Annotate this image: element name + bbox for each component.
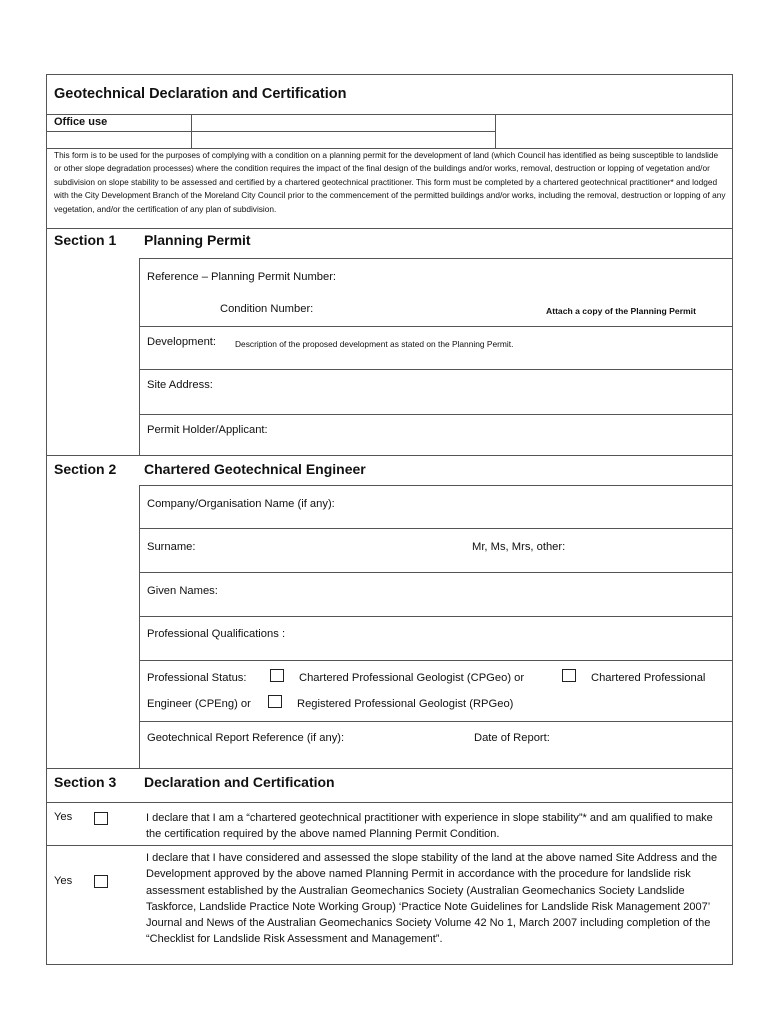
office-use-field-1[interactable] bbox=[192, 115, 494, 131]
cpgeo-checkbox[interactable] bbox=[270, 669, 284, 682]
section-number: Section 1 bbox=[54, 232, 117, 248]
surname-label: Surname: bbox=[147, 541, 196, 553]
qualifications-label: Professional Qualifications : bbox=[147, 628, 286, 640]
development-field[interactable] bbox=[140, 327, 732, 368]
development-hint: Description of the proposed development as stated on the Planning Permit. bbox=[235, 339, 514, 349]
rpgeo-checkbox[interactable] bbox=[268, 695, 282, 708]
site-address-field[interactable] bbox=[140, 370, 732, 413]
section-number: Section 3 bbox=[54, 774, 117, 790]
surname-field[interactable] bbox=[140, 529, 732, 571]
form-title: Geotechnical Declaration and Certification bbox=[54, 86, 347, 102]
company-field[interactable] bbox=[140, 486, 732, 527]
declaration-2-text: I declare that I have considered and assessed the slope stability of the land at the above named Site Address and the Development approved by the above named Planning Permit in accordance with the procedure for landslide risk assessment established by the Australian Geomechanics Society (Australian Geomechanics Society Landslide Taskforce, Landslide Practice Note Working Group) ‘Practice Note Guidelines for Landslide Risk Management 2007’ Journal and News of the Australian Geomechanics Society Volume 42 No 1, March 2007 including completion of the “Checklist for Landslide Risk Assessment and Management”. bbox=[146, 852, 718, 946]
divider bbox=[46, 768, 733, 769]
divider bbox=[46, 845, 733, 846]
divider bbox=[139, 660, 733, 661]
section-title: Chartered Geotechnical Engineer bbox=[144, 461, 366, 477]
declaration-2-checkbox[interactable] bbox=[94, 875, 108, 888]
permit-holder-field[interactable] bbox=[140, 415, 732, 454]
section-number: Section 2 bbox=[54, 461, 117, 477]
qualifications-field[interactable] bbox=[140, 617, 732, 659]
divider bbox=[46, 228, 733, 229]
yes-label: Yes bbox=[54, 811, 73, 823]
professional-status-label: Professional Status: bbox=[147, 672, 247, 684]
section-title: Planning Permit bbox=[144, 232, 251, 248]
cpeng-checkbox[interactable] bbox=[562, 669, 576, 682]
cpeng-label: Chartered Professional bbox=[591, 672, 706, 684]
yes-label: Yes bbox=[54, 875, 73, 887]
cpeng-label-cont: Engineer (CPEng) or bbox=[147, 698, 251, 710]
given-names-label: Given Names: bbox=[147, 585, 218, 597]
divider bbox=[46, 455, 733, 456]
report-reference-field[interactable] bbox=[140, 722, 732, 767]
site-address-label: Site Address: bbox=[147, 379, 213, 391]
office-use-field-3[interactable] bbox=[496, 115, 732, 148]
permit-holder-label: Permit Holder/Applicant: bbox=[147, 424, 268, 436]
given-names-field[interactable] bbox=[140, 573, 732, 615]
divider bbox=[46, 802, 733, 803]
office-use-field-2[interactable] bbox=[192, 132, 494, 148]
intro-text: This form is to be used for the purposes of complying with a condition on a planning permit for the development of land (which Council has identified as being susceptible to landslide or other slope degradation processes) where the condition requires the impact of the final design of the buildings and/or works, removal, destruction or lopping of vegetation and/or subdivision on slope stability to be assessed and certified by a chartered geotechnical practitioner. This form must be completed by a chartered geotechnical practitioner* and lodged with the City Development Branch of the Moreland City Council prior to the commencement of the permitted buildings and/or works, including the removal, destruction or lopping of any vegetation, and/or the certification of any plan of subdivision. bbox=[54, 150, 726, 214]
cpgeo-label: Chartered Professional Geologist (CPGeo) or bbox=[299, 672, 525, 684]
report-date-label: Date of Report: bbox=[474, 732, 550, 744]
company-label: Company/Organisation Name (if any): bbox=[147, 498, 335, 510]
condition-number-label: Condition Number: bbox=[220, 303, 314, 315]
attach-note: Attach a copy of the Planning Permit bbox=[546, 306, 696, 316]
report-reference-label: Geotechnical Report Reference (if any): bbox=[147, 732, 345, 744]
section-title: Declaration and Certification bbox=[144, 774, 335, 790]
declaration-1-text: I declare that I am a “chartered geotechnical practitioner with experience in slope stability”* and am qualified to make the certification required by the above named Planning Permit Condition. bbox=[146, 812, 713, 841]
declaration-1-checkbox[interactable] bbox=[94, 812, 108, 825]
title-label: Mr, Ms, Mrs, other: bbox=[472, 541, 566, 553]
development-label: Development: bbox=[147, 336, 217, 348]
planning-permit-number-field[interactable] bbox=[140, 259, 732, 325]
office-use-label: Office use bbox=[54, 116, 108, 128]
rpgeo-label: Registered Professional Geologist (RPGeo) bbox=[297, 698, 514, 710]
reference-label: Reference – Planning Permit Number: bbox=[147, 271, 337, 283]
